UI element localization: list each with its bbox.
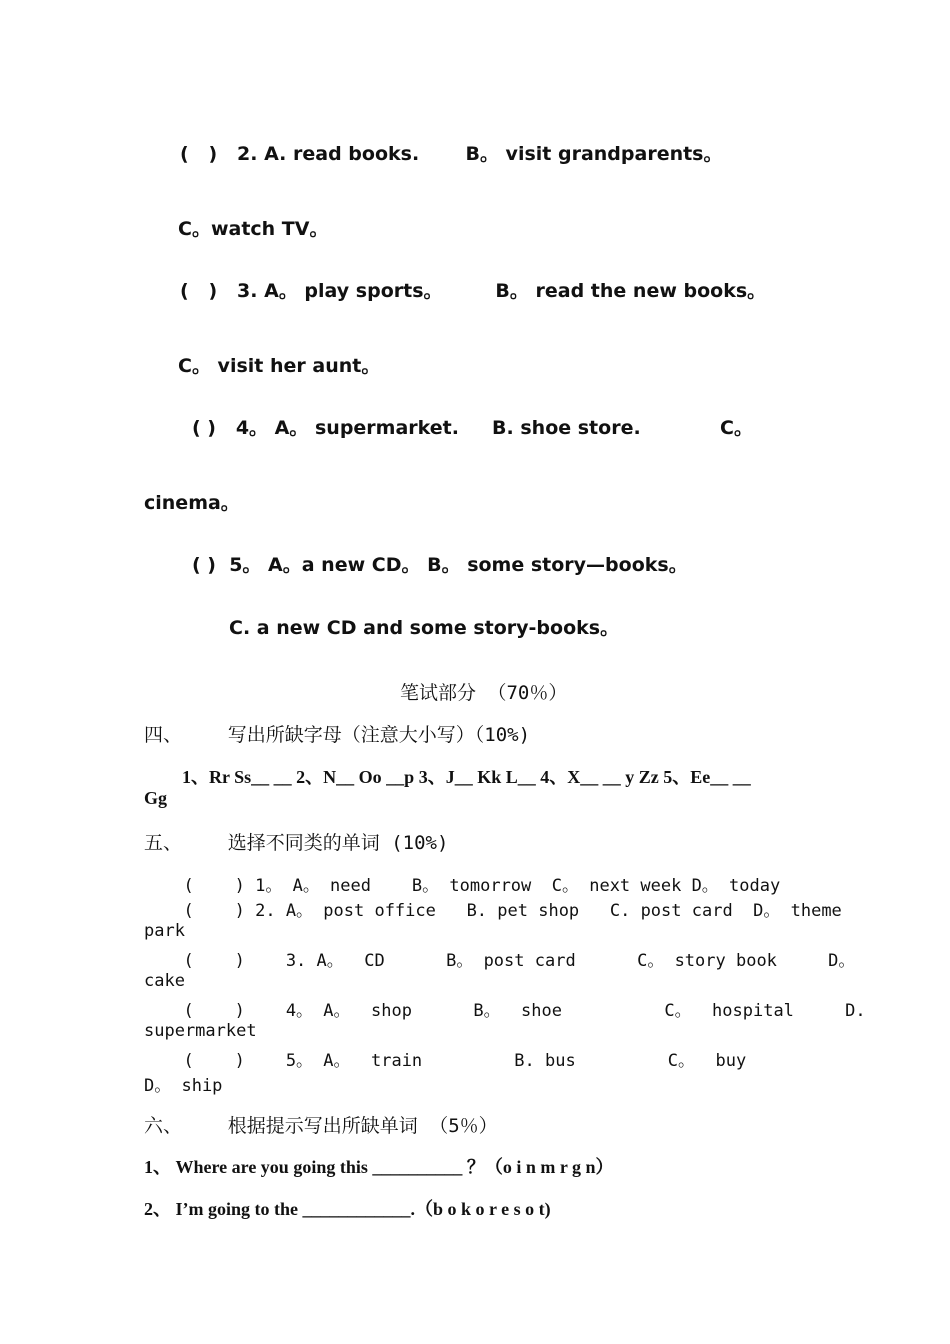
section-5-q2: ( ) 2. A。 post office B. pet shop C. post card D。 theme (163, 901, 842, 921)
section-5-q1: ( ) 1。 A。 need B。 tomorrow C。 next week D。 today (163, 876, 781, 896)
section-6-q2: 2、 I’m going to the ____________.（b o k o r e s o t) (144, 1199, 551, 1219)
listening-q5-line2: C. a new CD and some story-books。 (229, 617, 620, 639)
section-5-q3: ( ) 3. A。 CD B。 post card C。 story book D。 (163, 951, 856, 971)
listening-q4-line2: cinema。 (144, 492, 240, 514)
listening-q4-line1: ( ) 4。 A。 supermarket. B. shoe store. C。 (192, 417, 753, 439)
section-5-q5-wrap: D。 ship (144, 1076, 223, 1096)
listening-q5-line1: ( ) 5。 A。a new CD。 B。 some story—books。 (192, 554, 688, 576)
section-4-line1: 1、Rr Ss__ __ 2、N__ Oo __p 3、J__ Kk L__ 4、X__ __ y Zz 5、Ee__ __ (182, 767, 751, 787)
section-5-q5: ( ) 5。 A。 train B. bus C。 buy (163, 1051, 747, 1071)
section-6-q1: 1、 Where are you going this __________ ？（o i n m r g n） (144, 1157, 614, 1177)
listening-q3-line1: ( ) 3. A。 play sports。 B。 read the new books。 (180, 280, 767, 302)
section-5-q2-wrap: park (144, 921, 185, 941)
listening-q2-line2: C。watch TV。 (178, 218, 329, 240)
section-5-title: 五、 选择不同类的单词 (10%) (144, 832, 449, 854)
section-5-q3-wrap: cake (144, 971, 185, 991)
section-5-q4: ( ) 4。 A。 shop B。 shoe C。 hospital D. (163, 1001, 866, 1021)
section-6-title: 六、 根据提示写出所缺单词 （5％） (144, 1115, 498, 1137)
listening-q2-line1: ( ) 2. A. read books. B。 visit grandparents。 (180, 143, 723, 165)
listening-q3-line2: C。 visit her aunt。 (178, 355, 381, 377)
written-title: 笔试部分 （70％） (400, 682, 568, 704)
section-5-q4-wrap: supermarket (144, 1021, 257, 1041)
section-4-line2: Gg (144, 788, 168, 808)
section-4-title: 四、 写出所缺字母（注意大小写）（10%) (144, 724, 531, 746)
